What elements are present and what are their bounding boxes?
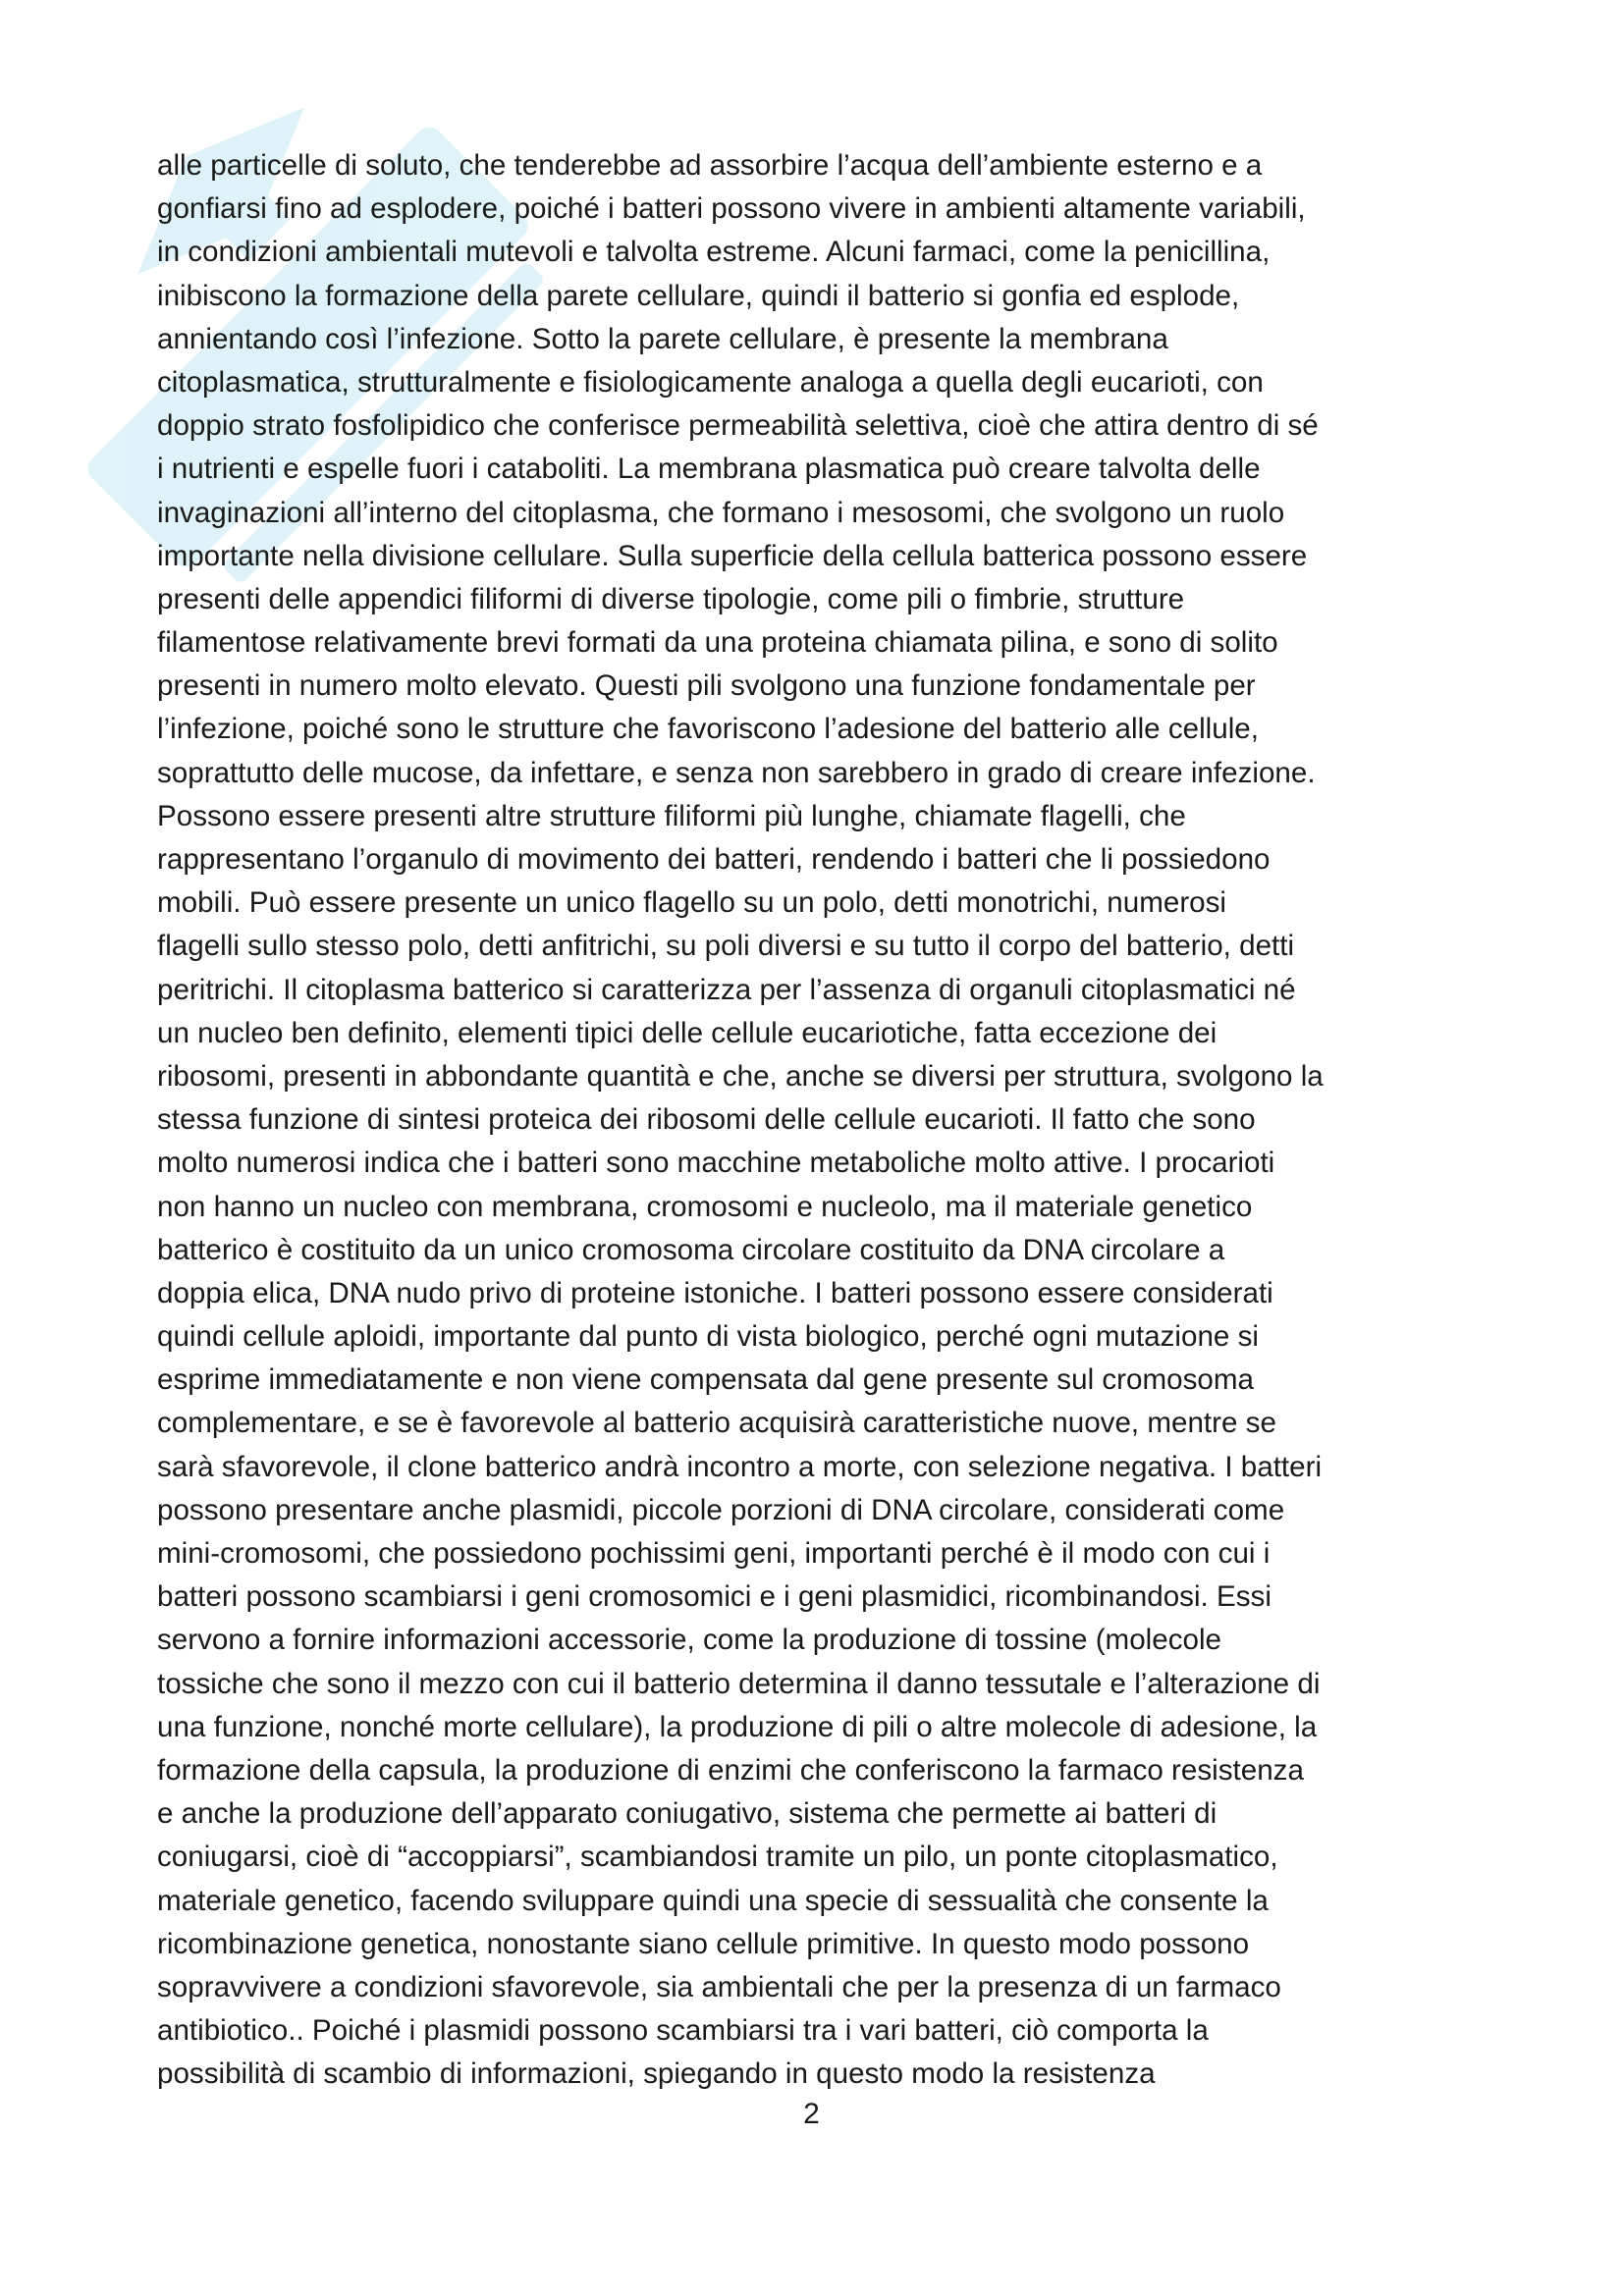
text-line: importante nella divisione cellulare. Sulla superficie della cellula batterica possono essere xyxy=(157,539,1308,572)
text-line: rappresentano l’organulo di movimento dei batteri, rendendo i batteri che li possiedono xyxy=(157,843,1271,876)
text-line: stessa funzione di sintesi proteica dei ribosomi delle cellule eucarioti. Il fatto che sono xyxy=(157,1103,1256,1137)
text-line: flagelli sullo stesso polo, detti anfitrichi, su poli diversi e su tutto il corpo del batterio, detti xyxy=(157,930,1295,963)
text-line: Possono essere presenti altre strutture filiformi più lunghe, chiamate flagelli, che xyxy=(157,799,1186,832)
text-line: complementare, e se è favorevole al batterio acquisirà caratteristiche nuove, mentre se xyxy=(157,1407,1276,1440)
text-line: l’infezione, poiché sono le strutture che favoriscono l’adesione del batterio alle cellule, xyxy=(157,713,1259,746)
text-line: doppia elica, DNA nudo privo di proteine istoniche. I batteri possono essere considerati xyxy=(157,1276,1273,1309)
text-line: batteri possono scambiarsi i geni cromosomici e i geni plasmidici, ricombinandosi. Essi xyxy=(157,1580,1271,1614)
text-line: gonfiarsi fino ad esplodere, poiché i batteri possono vivere in ambienti altamente variabili, xyxy=(157,192,1306,226)
page-number: 2 xyxy=(803,2098,820,2130)
text-line: sarà sfavorevole, il clone batterico andrà incontro a morte, con selezione negativa. I batteri xyxy=(157,1450,1323,1483)
text-line: mini-cromosomi, che possiedono pochissimi geni, importanti perché è il modo con cui i xyxy=(157,1537,1271,1570)
text-line: molto numerosi indica che i batteri sono macchine metaboliche molto attive. I procarioti xyxy=(157,1147,1275,1180)
text-line: invaginazioni all’interno del citoplasma, che formano i mesosomi, che svolgono un ruolo xyxy=(157,496,1285,529)
text-line: servono a fornire informazioni accessorie, come la produzione di tossine (molecole xyxy=(157,1624,1221,1657)
text-line: un nucleo ben definito, elementi tipici delle cellule eucariotiche, fatta eccezione dei xyxy=(157,1016,1217,1049)
text-line: antibiotico.. Poiché i plasmidi possono scambiarsi tra i vari batteri, ciò comporta la xyxy=(157,2014,1209,2048)
text-line: soprattutto delle mucose, da infettare, e senza non sarebbero in grado di creare infezione. xyxy=(157,756,1316,789)
text-line: in condizioni ambientali mutevoli e talvolta estreme. Alcuni farmaci, come la penicillina, xyxy=(157,236,1271,269)
text-line: i nutrienti e espelle fuori i cataboliti. La membrana plasmatica può creare talvolta delle xyxy=(157,453,1261,486)
text-line: possono presentare anche plasmidi, piccole porzioni di DNA circolare, considerati come xyxy=(157,1493,1285,1526)
text-line: ribosomi, presenti in abbondante quantità e che, anche se diversi per struttura, svolgono la xyxy=(157,1059,1324,1093)
text-line: doppio strato fosfolipidico che conferisce permeabilità selettiva, cioè che attira dentro di sé xyxy=(157,409,1319,443)
text-line: alle particelle di soluto, che tenderebbe ad assorbire l’acqua dell’ambiente esterno e a xyxy=(157,149,1263,182)
text-line: sopravvivere a condizioni sfavorevole, sia ambientali che per la presenza di un farmaco xyxy=(157,1970,1281,2003)
text-line: ricombinazione genetica, nonostante siano cellule primitive. In questo modo possono xyxy=(157,1927,1250,1960)
text-line: annientando così l’infezione. Sotto la parete cellulare, è presente la membrana xyxy=(157,322,1168,355)
text-line: e anche la produzione dell’apparato coniugativo, sistema che permette ai batteri di xyxy=(157,1797,1217,1831)
text-line: peritrichi. Il citoplasma batterico si caratterizza per l’assenza di organuli citoplasmatici né xyxy=(157,973,1296,1006)
text-line: presenti in numero molto elevato. Questi pili svolgono una funzione fondamentale per xyxy=(157,669,1256,703)
text-line: batterico è costituito da un unico cromosoma circolare costituito da DNA circolare a xyxy=(157,1233,1225,1266)
text-line: tossiche che sono il mezzo con cui il batterio determina il danno tessutale e l’alterazione di xyxy=(157,1667,1321,1700)
text-line: mobili. Può essere presente un unico flagello su un polo, detti monotrichi, numerosi xyxy=(157,886,1227,920)
text-line: materiale genetico, facendo sviluppare quindi una specie di sessualità che consente la xyxy=(157,1884,1269,1917)
text-line: esprime immediatamente e non viene compensata dal gene presente sul cromosoma xyxy=(157,1363,1254,1397)
text-line: coniugarsi, cioè di “accoppiarsi”, scambiandosi tramite un pilo, un ponte citoplasmatico, xyxy=(157,1841,1278,1874)
text-line: quindi cellule aploidi, importante dal punto di vista biologico, perché ogni mutazione si xyxy=(157,1320,1259,1354)
text-line: formazione della capsula, la produzione di enzimi che conferiscono la farmaco resistenza xyxy=(157,1753,1304,1787)
text-line: possibilità di scambio di informazioni, spiegando in questo modo la resistenza xyxy=(157,2057,1156,2091)
text-line: citoplasmatica, strutturalmente e fisiologicamente analoga a quella degli eucarioti, con xyxy=(157,365,1264,399)
text-line: una funzione, nonché morte cellulare), la produzione di pili o altre molecole di adesione, la xyxy=(157,1710,1318,1743)
text-line: filamentose relativamente brevi formati da una proteina chiamata pilina, e sono di solito xyxy=(157,626,1278,660)
text-line: presenti delle appendici filiformi di diverse tipologie, come pili o fimbrie, strutture xyxy=(157,582,1185,615)
text-line: inibiscono la formazione della parete cellulare, quindi il batterio si gonfia ed esplode, xyxy=(157,279,1240,312)
text-line: non hanno un nucleo con membrana, cromosomi e nucleolo, ma il materiale genetico xyxy=(157,1190,1253,1223)
page-body-text xyxy=(157,144,1478,2096)
